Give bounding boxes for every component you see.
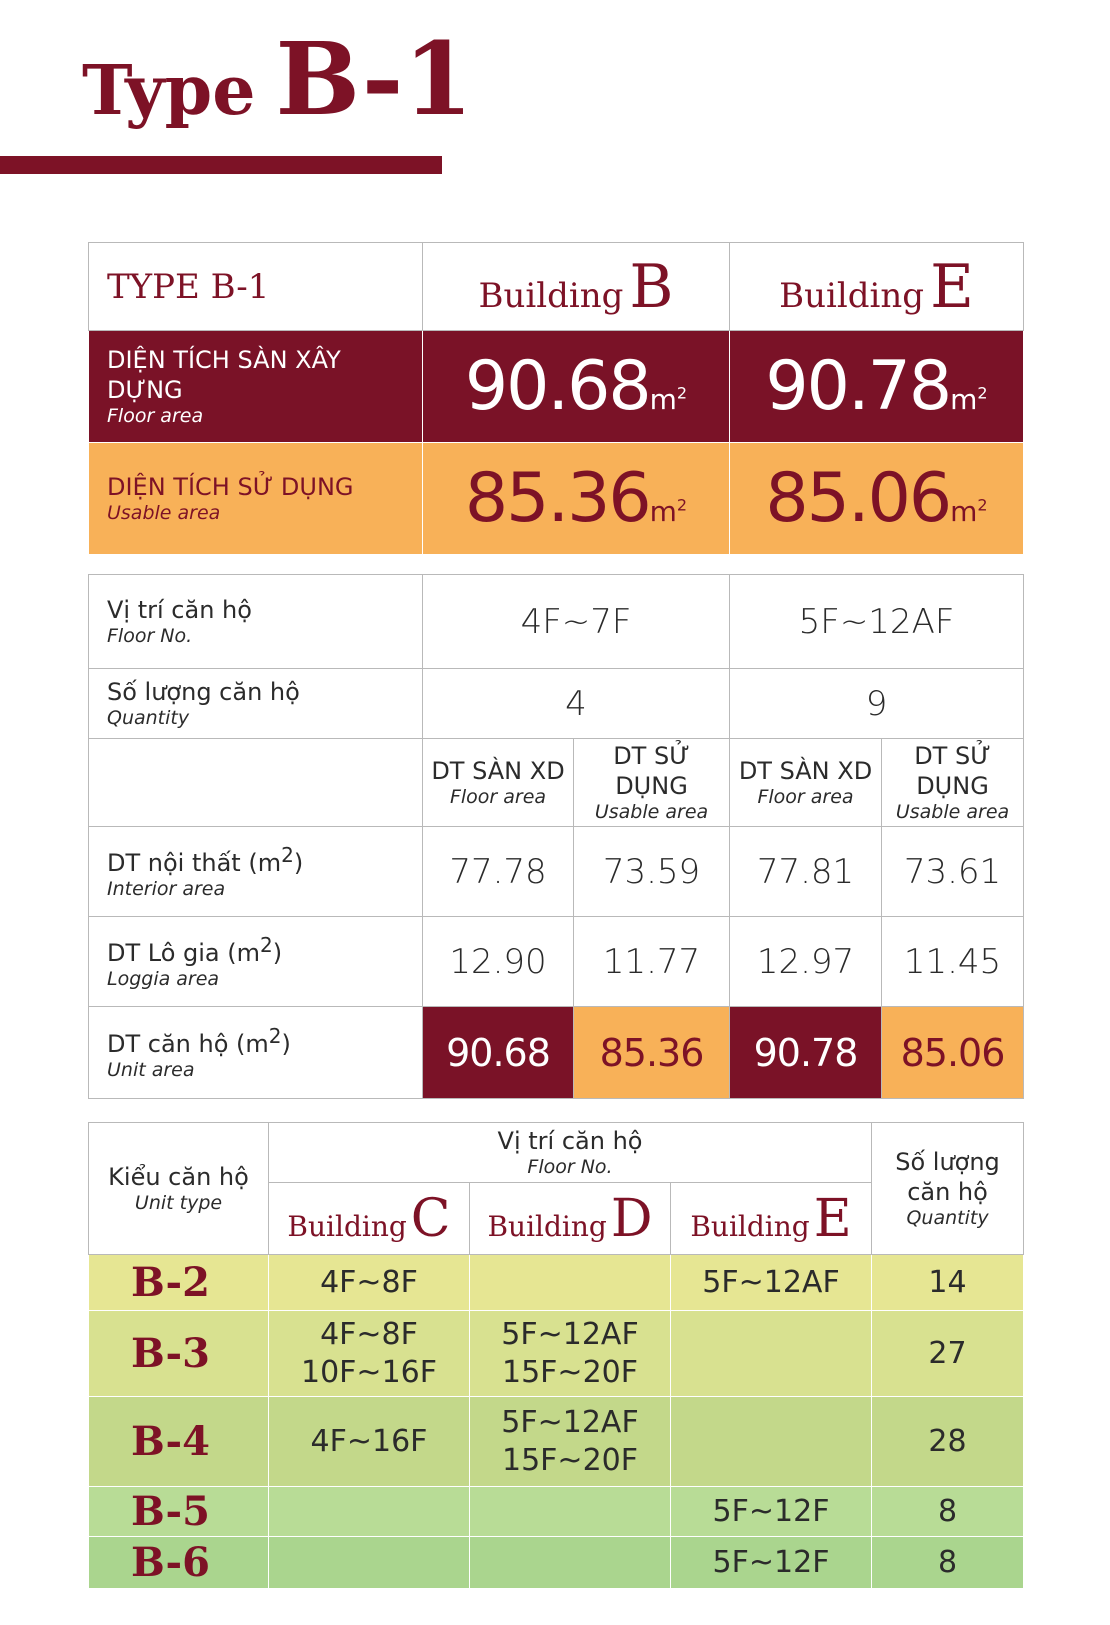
floor-no-vn: Vị trí căn hộ — [107, 596, 252, 625]
usable-area-en: Usable area — [107, 502, 221, 525]
floor-range: 15F~20F — [502, 1354, 638, 1390]
floor-area-row — [89, 331, 1024, 443]
interior-area-row — [89, 827, 1024, 917]
unit-sup: 2 — [977, 383, 988, 403]
unit-quantity: 14 — [872, 1255, 1024, 1311]
unit-area-vn: DT căn hộ (m — [107, 1029, 269, 1058]
details-table — [88, 574, 1024, 1099]
unit-type-header — [89, 1123, 269, 1255]
unit-type-row — [89, 1487, 1024, 1537]
area-unit — [650, 495, 687, 528]
unit-m: m — [950, 495, 978, 528]
qty-header-en: Quantity — [906, 1207, 989, 1230]
page-title — [82, 20, 473, 138]
floor-range: 15F~20F — [502, 1442, 638, 1478]
loggia-b-floor: 12.90 — [423, 917, 574, 1007]
unit-type-rows — [89, 1255, 1024, 1589]
unit-quantity: 8 — [872, 1487, 1024, 1537]
qty-header-vn2: căn hộ — [907, 1178, 988, 1207]
floor-no-label — [89, 575, 423, 669]
unit-type-row — [89, 1255, 1024, 1311]
unit-m: m — [950, 383, 978, 416]
floor-range: 5F~12F — [712, 1493, 830, 1529]
unit-type-row — [89, 1537, 1024, 1589]
floor-range-building-e — [671, 1537, 872, 1589]
unit-quantity: 27 — [872, 1311, 1024, 1397]
floor-area-value-e — [730, 331, 1024, 443]
quantity-header — [872, 1123, 1024, 1255]
quantity-label — [89, 669, 423, 739]
floor-range: 4F~8F — [320, 1264, 418, 1300]
summary-header-row — [89, 243, 1024, 331]
loggia-sup: 2 — [260, 932, 273, 957]
unit-area-b-usable: 85.36 — [574, 1007, 730, 1099]
floor-header-en: Floor No. — [527, 1156, 613, 1179]
area-unit — [950, 495, 987, 528]
building-word: Building — [690, 1209, 810, 1243]
building-word: Building — [478, 275, 624, 316]
interior-close: ) — [293, 848, 304, 877]
title-underline — [0, 156, 442, 174]
subheader-empty — [89, 739, 423, 827]
usable-area-value-b — [423, 443, 730, 555]
loggia-b-usable: 11.77 — [574, 917, 730, 1007]
interior-b-floor: 77.78 — [423, 827, 574, 917]
unit-m: m — [649, 383, 677, 416]
subheader-vn: DT SỬ DỤNG — [613, 742, 690, 801]
area-unit — [950, 383, 987, 416]
interior-en: Interior area — [107, 877, 226, 900]
floor-range-building-c — [269, 1537, 470, 1589]
unit-area-b-floor: 90.68 — [423, 1007, 574, 1099]
floor-header-vn: Vị trí căn hộ — [497, 1127, 643, 1156]
loggia-e-usable: 11.45 — [882, 917, 1024, 1007]
unit-area-en: Unit area — [107, 1058, 195, 1081]
floor-range: 5F~12AF — [501, 1317, 639, 1352]
interior-sup: 2 — [281, 842, 294, 867]
loggia-area-label — [89, 917, 423, 1007]
unit-area-label — [89, 1007, 423, 1099]
floor-no-en: Floor No. — [107, 625, 193, 648]
building-b-header — [423, 243, 730, 331]
floor-no-row — [89, 575, 1024, 669]
unit-type-code: B-4 — [89, 1397, 269, 1487]
unit-types-header-row — [89, 1123, 1024, 1183]
unit-area-close: ) — [281, 1029, 291, 1058]
floor-area-en: Floor area — [107, 405, 204, 428]
floor-area-number: 90.78 — [765, 347, 951, 426]
interior-area-label — [89, 827, 423, 917]
unit-area-row — [89, 1007, 1024, 1099]
floor-range-building-e — [671, 1397, 872, 1487]
loggia-close: ) — [272, 938, 283, 967]
loggia-vn: DT Lô gia (m — [107, 938, 261, 967]
floor-range-building-c — [269, 1311, 470, 1397]
unit-quantity: 8 — [872, 1537, 1024, 1589]
loggia-e-floor: 12.97 — [730, 917, 882, 1007]
building-word: Building — [487, 1209, 607, 1243]
quantity-row — [89, 669, 1024, 739]
interior-e-usable: 73.61 — [882, 827, 1024, 917]
floor-range-building-c — [269, 1255, 470, 1311]
unit-type-code: B-5 — [89, 1487, 269, 1537]
subheader-en: Usable area — [594, 801, 709, 824]
unit-type-vn: Kiểu căn hộ — [108, 1163, 249, 1192]
usable-area-number: 85.06 — [765, 459, 951, 538]
unit-type-code: B-3 — [89, 1311, 269, 1397]
building-letter: E — [813, 1188, 852, 1249]
floor-area-vn: DIỆN TÍCH SÀN XÂY DỰNG — [107, 346, 341, 405]
building-letter: C — [410, 1188, 451, 1249]
unit-m: m — [649, 495, 677, 528]
floor-range: 4F~16F — [310, 1423, 428, 1459]
building-e-header — [730, 243, 1024, 331]
usable-area-number: 85.36 — [464, 459, 650, 538]
floor-range: 5F~12AF — [501, 1405, 639, 1440]
usable-area-value-e — [730, 443, 1024, 555]
floor-range-building-c — [269, 1397, 470, 1487]
building-d-header — [470, 1183, 671, 1255]
floor-range-building-e — [671, 1311, 872, 1397]
subheader-e-floor — [730, 739, 882, 827]
unit-area-e-floor: 90.78 — [730, 1007, 882, 1099]
floor-range: 5F~12F — [712, 1544, 830, 1580]
floor-range: 10F~16F — [301, 1354, 437, 1390]
subheader-vn: DT SÀN XD — [738, 757, 873, 786]
unit-area-sup: 2 — [268, 1023, 282, 1048]
unit-quantity: 28 — [872, 1397, 1024, 1487]
area-unit — [650, 383, 687, 416]
quantity-e: 9 — [730, 669, 1024, 739]
floor-range-building-d — [470, 1397, 671, 1487]
floor-range-building-d — [470, 1537, 671, 1589]
qty-header-vn1: Số lượng — [895, 1148, 1000, 1177]
unit-type-code: B-6 — [89, 1537, 269, 1589]
floor-no-b: 4F~7F — [423, 575, 730, 669]
building-letter: E — [930, 251, 974, 322]
unit-area-e-usable: 85.06 — [882, 1007, 1024, 1099]
quantity-en: Quantity — [107, 707, 190, 730]
type-label: TYPE B-1 — [89, 243, 423, 331]
unit-type-en: Unit type — [134, 1192, 223, 1215]
floor-range: 5F~12AF — [702, 1264, 840, 1300]
unit-type-row — [89, 1397, 1024, 1487]
subheader-en: Floor area — [757, 786, 854, 809]
subheader-vn: DT SÀN XD — [431, 757, 565, 786]
floor-range-building-c — [269, 1487, 470, 1537]
subheader-e-usable — [882, 739, 1024, 827]
floor-range-building-d — [470, 1487, 671, 1537]
unit-type-row — [89, 1311, 1024, 1397]
quantity-vn: Số lượng căn hộ — [107, 678, 300, 707]
floor-range: 4F~8F — [320, 1317, 418, 1352]
floor-area-value-b — [423, 331, 730, 443]
title-type-word: Type — [82, 51, 256, 131]
title-type-code: B-1 — [275, 20, 473, 138]
interior-e-floor: 77.81 — [730, 827, 882, 917]
building-word: Building — [779, 275, 925, 316]
floor-area-label — [89, 331, 423, 443]
quantity-b: 4 — [423, 669, 730, 739]
building-letter: D — [610, 1188, 653, 1249]
building-word: Building — [287, 1209, 407, 1243]
floor-range-building-d — [470, 1255, 671, 1311]
subheader-b-floor — [423, 739, 574, 827]
floor-no-header — [269, 1123, 872, 1183]
loggia-en: Loggia area — [107, 967, 220, 990]
interior-b-usable: 73.59 — [574, 827, 730, 917]
subheader-vn: DT SỬ DỤNG — [914, 742, 991, 801]
subheader-b-usable — [574, 739, 730, 827]
summary-table — [88, 242, 1024, 555]
unit-sup: 2 — [977, 495, 988, 515]
floor-area-number: 90.68 — [464, 347, 650, 426]
usable-area-row — [89, 443, 1024, 555]
subheader-en: Floor area — [449, 786, 547, 809]
building-letter: B — [629, 251, 674, 322]
floor-range-building-e — [671, 1487, 872, 1537]
floor-range-building-e — [671, 1255, 872, 1311]
loggia-area-row — [89, 917, 1024, 1007]
building-c-header — [269, 1183, 470, 1255]
unit-sup: 2 — [676, 383, 688, 403]
usable-area-vn: DIỆN TÍCH SỬ DỤNG — [107, 473, 354, 502]
floor-no-e: 5F~12AF — [730, 575, 1024, 669]
subheader-row — [89, 739, 1024, 827]
interior-vn: DT nội thất (m — [107, 848, 282, 877]
subheader-en: Usable area — [895, 801, 1010, 824]
usable-area-label — [89, 443, 423, 555]
building-e-header — [671, 1183, 872, 1255]
unit-type-code: B-2 — [89, 1255, 269, 1311]
unit-sup: 2 — [676, 495, 688, 515]
floor-range-building-d — [470, 1311, 671, 1397]
unit-types-table — [88, 1122, 1024, 1589]
